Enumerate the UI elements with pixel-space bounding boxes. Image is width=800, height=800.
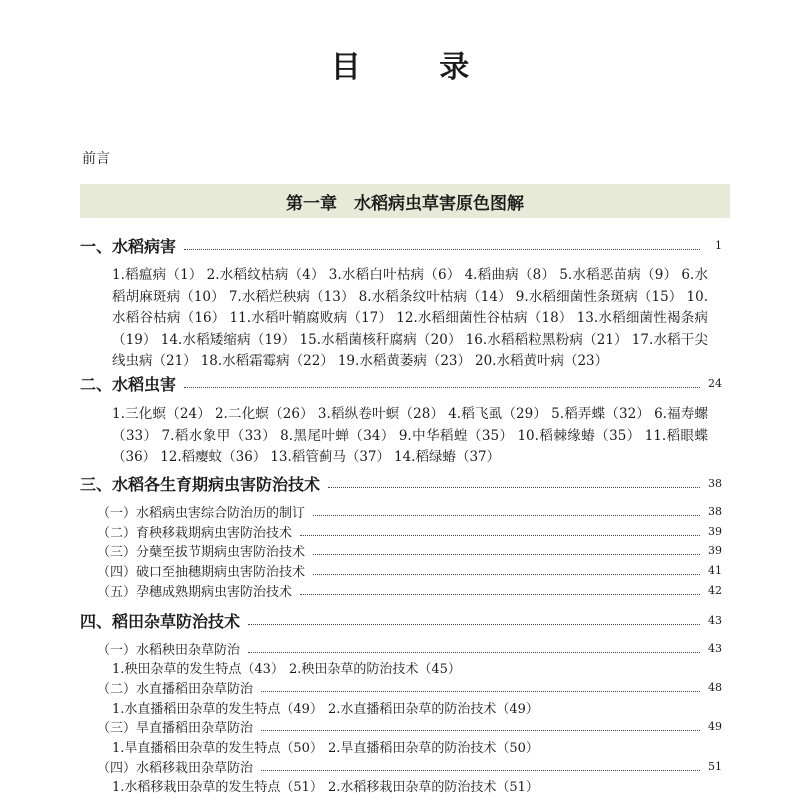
dot-leader: [261, 730, 700, 731]
subsection-entry[interactable]: [80, 581, 722, 601]
subsection-entry[interactable]: [80, 717, 722, 737]
subsection-title: （一）水稻病虫害综合防治历的制订: [97, 506, 306, 522]
page-number: 42: [708, 583, 722, 597]
subsection-title: （三）分蘖至拔节期病虫害防治技术: [97, 545, 306, 561]
page-number: 24: [708, 377, 722, 391]
dot-leader: [300, 535, 700, 536]
toc-entry[interactable]: 12.稻瘿蚊（36）: [160, 449, 267, 466]
toc-entry[interactable]: 13.稻管蓟马（37）: [270, 449, 390, 466]
toc-entry[interactable]: 8.黑尾叶蝉（34）: [280, 427, 395, 444]
toc-entry[interactable]: 18.水稻霜霉病（22）: [200, 353, 334, 370]
chapter-title[interactable]: 第一章 水稻病虫草害原色图解: [286, 193, 524, 214]
toc-entry[interactable]: 2.水稻移栽田杂草的防治技术（51）: [327, 780, 539, 796]
subsection-items: [80, 658, 722, 678]
page-number: 39: [708, 544, 722, 558]
toc-entry[interactable]: 1.旱直播稻田杂草的发生特点（50）: [112, 740, 323, 756]
toc-entry[interactable]: 19.水稻黄萎病（23）: [337, 353, 471, 370]
toc-entry[interactable]: 2.二化螟（26）: [214, 405, 314, 422]
toc-entry[interactable]: 9.中华稻蝗（35）: [398, 427, 514, 444]
toc-entry[interactable]: 15.水稻菌核秆腐病（20）: [299, 331, 462, 348]
subsection-entry[interactable]: [80, 561, 722, 581]
subsection-title: （四）破口至抽穗期病虫害防治技术: [97, 565, 306, 581]
subsection-title: （二）育秧移栽期病虫害防治技术: [97, 525, 293, 541]
dot-leader: [248, 652, 700, 653]
page-number: 39: [708, 524, 722, 538]
section-heading[interactable]: [80, 373, 722, 395]
toc-entry[interactable]: 1.三化螟（24）: [112, 405, 211, 422]
section-heading[interactable]: [80, 473, 722, 495]
subsection-title: （五）孕穗成熟期病虫害防治技术: [97, 584, 293, 600]
section-heading[interactable]: [80, 234, 722, 256]
toc-entry[interactable]: 6.水稻胡麻斑病（10）: [112, 267, 708, 305]
dot-leader: [184, 249, 700, 250]
toc-entry[interactable]: 14.水稻矮缩病（19）: [160, 331, 296, 348]
toc-entry[interactable]: 7.稻水象甲（33）: [161, 427, 277, 444]
dot-leader: [313, 554, 700, 555]
section-title: 四、稻田杂草防治技术: [80, 611, 241, 631]
page-number: 51: [708, 759, 722, 773]
toc-entry[interactable]: 11.稻眼蝶（36）: [112, 427, 708, 466]
toc-entry[interactable]: 16.水稻稻粒黑粉病（21）: [465, 331, 628, 348]
toc-entry[interactable]: 6.福寿螺（33）: [112, 405, 709, 444]
subsection-list: [80, 502, 722, 600]
toc-entry[interactable]: 1.秧田杂草的发生特点（43）: [112, 662, 284, 678]
section-title: 二、水稻虫害: [80, 375, 177, 395]
dot-leader: [261, 691, 700, 692]
entry-list: [112, 265, 708, 373]
subsection-title: （一）水稻秧田杂草防治: [97, 642, 241, 658]
dot-leader: [313, 515, 700, 516]
subsection-entry[interactable]: [80, 638, 722, 658]
toc-entry[interactable]: 5.水稻恶苗病（9）: [559, 267, 678, 283]
dot-leader: [328, 487, 700, 488]
subsection-entry[interactable]: [80, 678, 722, 698]
toc-entry[interactable]: 13.水稻细菌性褐条病（19）: [112, 310, 708, 348]
subsection-title: （二）水直播稻田杂草防治: [97, 681, 254, 697]
chapter-banner: [80, 184, 730, 218]
section-title: 三、水稻各生育期病虫害防治技术: [80, 475, 321, 495]
toc-entry[interactable]: 1.稻瘟病（1）: [112, 267, 203, 283]
toc-entry[interactable]: 2.水稻纹枯病（4）: [206, 267, 325, 283]
toc-entry[interactable]: 7.水稻烂秧病（13）: [228, 288, 355, 305]
entry-list: [112, 404, 708, 469]
toc-entry[interactable]: 20.水稻黄叶病（23）: [475, 353, 609, 370]
page-number: 41: [708, 564, 722, 578]
dot-leader: [261, 770, 700, 771]
subsection-title: （三）旱直播稻田杂草防治: [97, 721, 254, 737]
subsection-items: [80, 776, 722, 796]
page-number: 43: [708, 613, 722, 627]
dot-leader: [313, 574, 700, 575]
toc-entry[interactable]: 14.稻绿蝽（37）: [394, 449, 501, 466]
toc-entry[interactable]: 2.秧田杂草的防治技术（45）: [288, 662, 461, 678]
toc-entry[interactable]: 10.水稻谷枯病（16）: [112, 288, 709, 327]
dot-leader: [248, 624, 700, 625]
subsection-items: [80, 697, 722, 717]
page-number: 43: [708, 641, 722, 655]
section-title: 一、水稻病害: [80, 236, 177, 256]
toc-entry[interactable]: 12.水稻细菌性谷枯病（18）: [396, 310, 573, 327]
page-number: 38: [708, 477, 722, 491]
subsection-list: [80, 638, 722, 796]
subsection-title: （四）水稻移栽田杂草防治: [97, 760, 254, 776]
page-title: 目 录: [330, 50, 504, 85]
toc-entry[interactable]: 4.稻飞虱（29）: [448, 405, 548, 422]
dot-leader: [184, 387, 700, 388]
section-heading[interactable]: [80, 609, 722, 631]
subsection-entry[interactable]: [80, 502, 722, 522]
subsection-items: [80, 737, 722, 757]
toc-entry-preface[interactable]: 前言: [82, 151, 110, 167]
toc-entry[interactable]: 8.水稻条纹叶枯病（14）: [358, 288, 512, 305]
subsection-entry[interactable]: [80, 541, 722, 561]
toc-entry[interactable]: 3.稻纵卷叶螟（28）: [317, 405, 445, 422]
dot-leader: [300, 594, 700, 595]
toc-entry[interactable]: 17.水稻干尖线虫病（21）: [112, 331, 708, 370]
table-of-contents: [80, 234, 722, 796]
toc-entry[interactable]: 10.稻棘缘蝽（35）: [517, 427, 641, 444]
toc-entry[interactable]: 5.稻弄蝶（32）: [551, 405, 651, 422]
subsection-entry[interactable]: [80, 521, 722, 541]
toc-entry[interactable]: 4.稻曲病（8）: [464, 267, 556, 283]
toc-entry[interactable]: 9.水稻细菌性条斑病（15）: [515, 288, 683, 305]
toc-entry[interactable]: 1.水稻移栽田杂草的发生特点（51）: [112, 780, 323, 796]
page-number: 49: [708, 720, 722, 734]
toc-entry[interactable]: 2.水直播稻田杂草的防治技术（49）: [327, 701, 539, 717]
toc-entry[interactable]: 2.旱直播稻田杂草的防治技术（50）: [327, 740, 539, 756]
subsection-entry[interactable]: [80, 756, 722, 776]
page-number: 48: [708, 680, 722, 694]
toc-entry[interactable]: 3.水稻白叶枯病（6）: [328, 267, 461, 283]
page-number: 1: [715, 238, 722, 252]
toc-entry[interactable]: 11.水稻叶鞘腐败病（17）: [229, 310, 393, 327]
toc-entry[interactable]: 1.水直播稻田杂草的发生特点（49）: [112, 701, 323, 717]
page-number: 38: [708, 505, 722, 519]
